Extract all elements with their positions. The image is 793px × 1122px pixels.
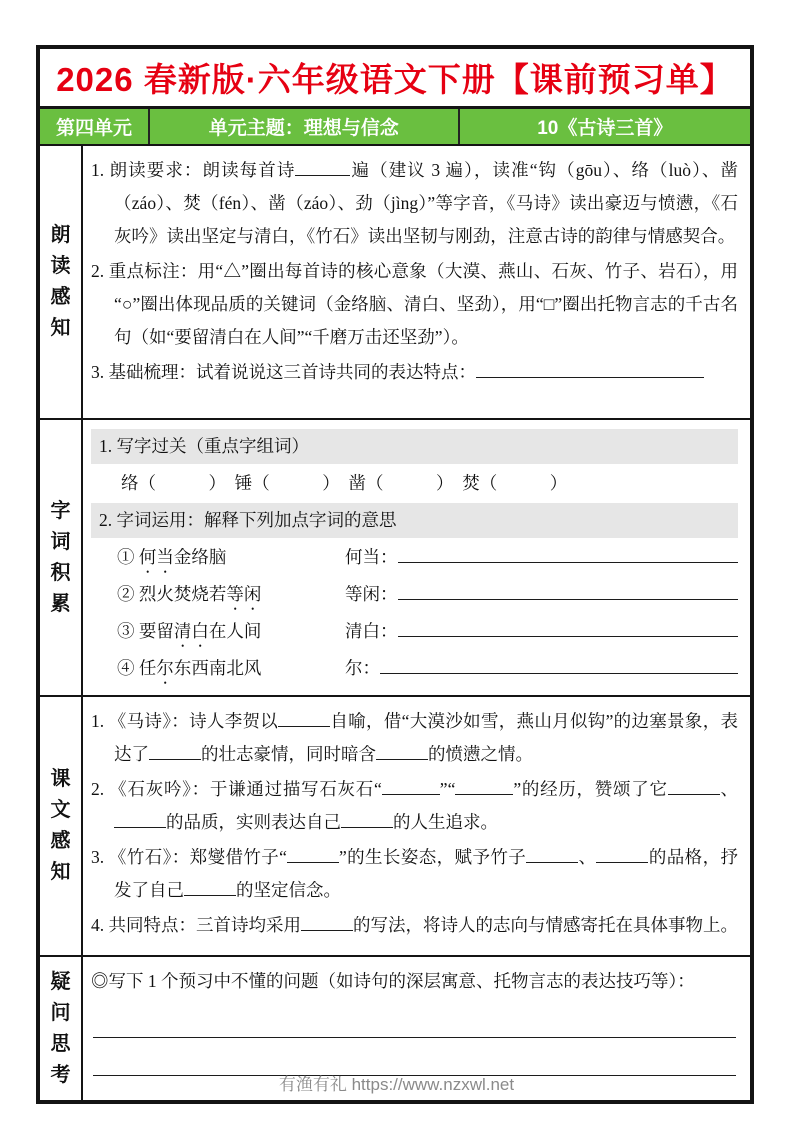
definition-row — [91, 652, 738, 688]
phrase — [117, 652, 345, 688]
paragraph — [91, 255, 738, 354]
text-run: ② 烈火焚烧若 — [117, 584, 227, 604]
text-run: ① — [117, 547, 139, 567]
fill-in-blank[interactable] — [398, 582, 739, 600]
fill-in-blank[interactable] — [455, 777, 513, 795]
fill-in-blank[interactable] — [287, 845, 339, 863]
fill-in-blank[interactable] — [382, 777, 440, 795]
text-run: ③ 要留 — [117, 621, 174, 641]
section-words-accumulation — [40, 420, 750, 697]
section-label: 课文感知 — [50, 768, 71, 883]
text-run: 的写法，将诗人的志向与情感寄托在具体事物上。 — [353, 915, 738, 935]
text-run: 的品格，抒发了自己 — [114, 847, 738, 900]
text-run: 遍（建议 3 遍），读准“钩（gōu）、络（luò）、凿（záo）、焚（fén）、凿（záo）、劲（jìng）”等字音，《马诗》读出豪迈与愤懑，《石灰吟》读出坚定与清白，《竹石》读出坚韧与刚劲，注意古诗的韵律与情感契合。 — [114, 160, 738, 246]
unit-header-row — [40, 109, 750, 146]
text-run: 1. 写字过关（重点字组词） — [99, 436, 309, 456]
section-content — [83, 146, 750, 418]
section-label-cell — [40, 420, 83, 695]
title-row — [40, 49, 750, 109]
fill-in-blank[interactable] — [114, 810, 166, 828]
text-run: 、 — [578, 847, 597, 867]
site-watermark: 有渔有礼 https://www.nzxwl.net — [278, 1075, 515, 1094]
fill-in-blank[interactable] — [596, 845, 648, 863]
text-run: 东西南北风 — [173, 658, 262, 678]
text-run: 3. 《竹石》：郑燮借竹子“ — [91, 847, 287, 867]
fill-in-blank[interactable] — [668, 777, 720, 795]
definition — [345, 615, 738, 648]
section-content — [83, 697, 750, 955]
definition-row — [91, 578, 738, 614]
paragraph — [91, 965, 738, 998]
fill-in-blank[interactable] — [278, 709, 330, 727]
emphasized-text: 清白 — [173, 621, 209, 641]
text-run: 络（ ） 锤（ ） 凿（ ） 焚（ ） — [121, 473, 568, 493]
fill-in-blank[interactable] — [184, 878, 236, 896]
subheading-highlight — [91, 503, 738, 538]
text-run: ”的经历，赞颂了它 — [513, 779, 668, 799]
definition — [345, 652, 738, 685]
worksheet-table — [36, 45, 754, 1104]
text-run: ④ 任 — [117, 658, 157, 678]
fill-in-blank[interactable] — [341, 810, 393, 828]
fill-in-blank[interactable] — [476, 360, 704, 378]
definition — [345, 578, 738, 611]
fill-in-blank[interactable] — [526, 845, 578, 863]
text-run: 的壮志豪情，同时暗含 — [201, 744, 376, 764]
text-run: 2. 《石灰吟》：于谦通过描写石灰石“ — [91, 779, 382, 799]
page-title: 2026 春新版·六年级语文下册【课前预习单】 — [56, 61, 734, 98]
fill-in-blank[interactable] — [398, 619, 739, 637]
fill-in-blank[interactable] — [398, 545, 739, 563]
subheading-highlight — [91, 429, 738, 464]
fill-in-blank[interactable] — [149, 742, 201, 760]
text-run: 自喻，借“大漠沙如雪，燕山月似钩”的边塞景象，表达了 — [114, 711, 738, 764]
emphasized-text: 何当 — [138, 547, 174, 567]
text-run: ”“ — [439, 779, 456, 799]
section-reading-perception — [40, 146, 750, 420]
text-run: 的人生追求。 — [393, 812, 498, 832]
text-run: 2. 重点标注：用“△”圈出每首诗的核心意象（大漠、燕山、石灰、竹子、岩石），用“○”圈出体现品质的关键词（金络脑、清白、坚劲），用“□”圈出托物言志的千古名句（如“要留清白在人间”“千磨万击还坚劲”）。 — [91, 261, 738, 347]
answer-line[interactable] — [93, 1000, 736, 1038]
fill-in-blank[interactable] — [380, 656, 738, 674]
phrase — [117, 578, 345, 614]
text-run: 金络脑 — [173, 547, 227, 567]
theme-cell: 单元主题：理想与信念 — [150, 109, 460, 144]
paragraph — [91, 705, 738, 771]
section-text-comprehension — [40, 697, 750, 957]
text-run: 1. 朗读要求：朗读每首诗 — [91, 160, 296, 180]
text-run: ◎写下 1 个预习中不懂的问题（如诗句的深层寓意、托物言志的表达技巧等）： — [91, 971, 695, 991]
definition — [345, 541, 738, 574]
text-run: 3. 基础梳理：试着说说这三首诗共同的表达特点： — [91, 362, 476, 382]
text-run: 2. 字词运用：解释下列加点字词的意思 — [99, 510, 397, 530]
section-label-cell — [40, 146, 83, 418]
text-run: 何当： — [345, 547, 398, 567]
section-label: 朗读感知 — [50, 224, 71, 339]
text-run: 清白： — [345, 621, 398, 641]
text-run: 的愤懑之情。 — [428, 744, 533, 764]
fill-in-blank[interactable] — [295, 158, 350, 176]
definition-row — [91, 541, 738, 577]
section-label: 疑问思考 — [50, 970, 71, 1086]
definition-row — [91, 615, 738, 651]
section-label: 字词积累 — [50, 499, 71, 615]
fill-in-blank[interactable] — [301, 913, 353, 931]
section-label-cell — [40, 697, 83, 955]
text-run: 4. 共同特点：三首诗均采用 — [91, 915, 301, 935]
emphasized-text: 尔 — [156, 658, 174, 678]
text-run: 在人间 — [208, 621, 262, 641]
text-run: 等闲： — [345, 584, 398, 604]
paragraph — [91, 154, 738, 253]
text-run: ”的生长姿态，赋予竹子 — [338, 847, 527, 867]
unit-cell: 第四单元 — [40, 109, 150, 144]
text-run: 尔： — [345, 658, 380, 678]
phrase — [117, 615, 345, 651]
emphasized-text: 等闲 — [226, 584, 262, 604]
text-run: 的品质，实则表达自己 — [166, 812, 341, 832]
text-run: 1. 《马诗》：诗人李贺以 — [91, 711, 279, 731]
text-run: 的坚定信念。 — [236, 880, 341, 900]
paragraph — [91, 356, 738, 389]
paragraph — [91, 773, 738, 839]
lesson-cell: 10《古诗三首》 — [537, 118, 673, 139]
paragraph — [91, 909, 738, 942]
paragraph — [91, 841, 738, 907]
section-content — [83, 420, 750, 695]
word-practice-line — [91, 467, 738, 500]
text-run: 、 — [719, 779, 738, 799]
phrase — [117, 541, 345, 577]
fill-in-blank[interactable] — [376, 742, 428, 760]
